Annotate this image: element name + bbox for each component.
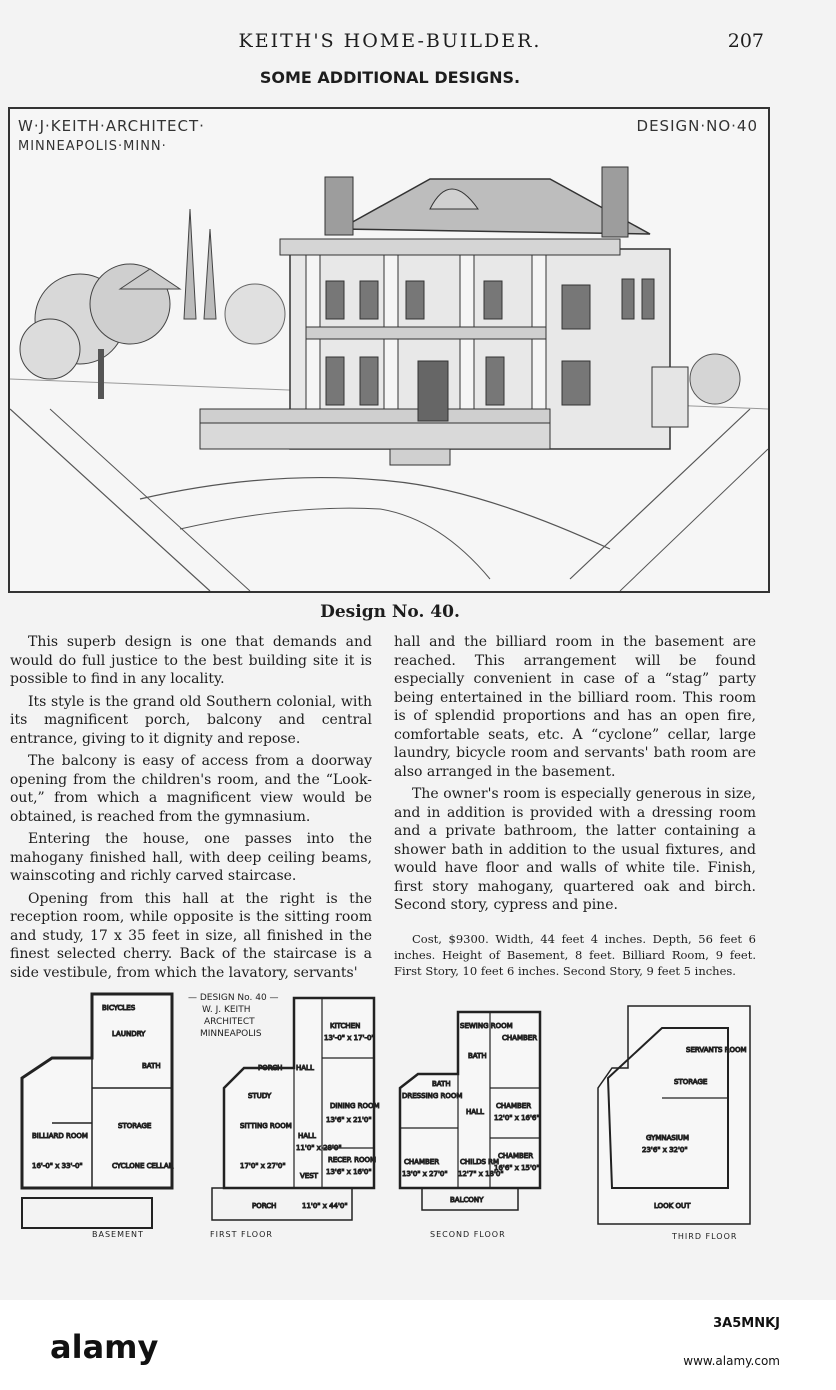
page-number: 207 — [727, 30, 764, 52]
second-floor-balcony: BALCONY — [450, 1196, 484, 1204]
third-floor-storage: STORAGE — [674, 1078, 708, 1086]
paragraph: This superb design is one that demands and would do full justice to the best building site it is possible to find in any locality. — [10, 634, 372, 687]
floor-plans — [12, 988, 772, 1248]
stamp-line-1: — DESIGN No. 40 — — [188, 993, 279, 1003]
first-floor-hall-size: 11'0" x 28'0" — [296, 1144, 342, 1152]
second-floor-front-chamber: CHAMBER — [498, 1152, 534, 1160]
architect-stamp — [188, 993, 279, 1039]
second-floor-dressing: DRESSING ROOM — [402, 1092, 463, 1100]
first-floor-kitchen-size: 13'-0" x 17'-0" — [324, 1034, 375, 1042]
first-floor-sitting-room: SITTING ROOM — [240, 1122, 292, 1130]
architect-city: MINNEAPOLIS·MINN· — [18, 139, 167, 154]
first-floor-label: FIRST FLOOR — [210, 1230, 273, 1239]
stock-url[interactable]: www.alamy.com — [683, 1354, 780, 1368]
basement-label: BASEMENT — [92, 1230, 144, 1239]
first-floor-hall: HALL — [298, 1132, 316, 1140]
second-floor-owner-size: 13'0" x 27'0" — [402, 1170, 448, 1178]
second-floor-childs-room: CHILDS RM — [460, 1158, 500, 1166]
third-floor-gymnasium: GYMNASIUM — [646, 1134, 690, 1142]
basement-room-bicycles: BICYCLES — [102, 1004, 136, 1012]
architect-name: W·J·KEITH·ARCHITECT· — [18, 117, 205, 135]
article-left-column — [10, 633, 372, 986]
second-floor-front-size: 16'6" x 15'0" — [494, 1164, 540, 1172]
second-floor-bath: BATH — [468, 1052, 487, 1060]
basement-room-cellar: CYCLONE CELLAR — [112, 1162, 174, 1170]
paragraph: hall and the billiard room in the basement are reached. This arrangement will be found especially convenient in case of a “stag” party being entertained in the billiard room. This room is of splendid proportions and has an open fire, comfortable seats, etc. A “cyclone” cellar, large laundry, bicycle room and servants' bath room are also arranged in the basement. — [394, 634, 756, 780]
basement-room-laundry: LAUNDRY — [112, 1030, 146, 1038]
basement-plan — [22, 994, 174, 1228]
first-floor-rear-hall: HALL — [296, 1064, 314, 1072]
second-floor-label: SECOND FLOOR — [430, 1230, 506, 1239]
second-floor-private-bath: BATH — [432, 1080, 451, 1088]
second-floor-childs-size: 12'7" x 18'0" — [458, 1170, 504, 1178]
first-floor-porch-size: 11'0" x 44'0" — [302, 1202, 348, 1210]
first-floor-porch: PORCH — [252, 1202, 277, 1210]
third-floor-plan — [598, 1006, 750, 1224]
design-title: Design No. 40. — [320, 602, 460, 622]
cost-details: Cost, $9300. Width, 44 feet 4 inches. Depth, 56 feet 6 inches. Height of Basement, 8 feet. Billiard Room, 9 feet. First Story, 10 feet 6 inches. Second Story, 9 feet 5 inches. — [394, 931, 756, 978]
second-floor-owner-chamber: CHAMBER — [404, 1158, 440, 1166]
alamy-logo: alamy — [50, 1328, 159, 1366]
first-floor-dining: DINING ROOM — [330, 1102, 380, 1110]
basement-room-billiard-size: 16'-0" x 33'-0" — [32, 1162, 83, 1170]
first-floor-reception: RECEP. ROOM — [328, 1156, 377, 1164]
house-illustration — [8, 107, 770, 593]
paragraph: The owner's room is especially generous in size, and in addition is provided with a dressing room and a private bathroom, the latter containing a shower bath in addition to the usual fixtures, and would have floor and walls of white tile. Finish, first story mahogany, quartered oak and birch. Second story, cypress and pine. — [394, 786, 756, 913]
first-floor-kitchen: KITCHEN — [330, 1022, 361, 1030]
second-floor-rear-chamber: CHAMBER — [502, 1034, 538, 1042]
image-id: 3A5MNKJ — [713, 1316, 780, 1331]
second-floor-chamber-a: CHAMBER — [496, 1102, 532, 1110]
third-floor-servants: SERVANTS ROOM — [686, 1046, 747, 1054]
second-floor-hall: HALL — [466, 1108, 484, 1116]
first-floor-reception-size: 13'6" x 16'0" — [326, 1168, 372, 1176]
stamp-line-2: W. J. KEITH — [202, 1005, 251, 1015]
paragraph: Entering the house, one passes into the mahogany finished hall, with deep ceiling beams, wainscoting and richly carved staircase. — [10, 831, 372, 884]
section-title: SOME ADDITIONAL DESIGNS. — [259, 68, 521, 87]
basement-room-billiard: BILLIARD ROOM — [32, 1132, 88, 1140]
basement-room-bath: BATH — [142, 1062, 161, 1070]
third-floor-lookout: LOOK OUT — [654, 1202, 691, 1210]
stock-footer — [0, 1300, 836, 1390]
paragraph: Its style is the grand old Southern colonial, with its magnificent porch, balcony and central entrance, giving to it dignity and repose. — [10, 693, 372, 747]
second-floor-plan — [400, 1012, 540, 1210]
design-tag: DESIGN·NO·40 — [636, 117, 758, 135]
paragraph: Opening from this hall at the right is the reception room, while opposite is the sitting room and study, 17 x 35 feet in size, all finished in the finest selected cherry. Back of the staircase is a side vestibule, from which the lavatory, servants' — [10, 890, 372, 981]
third-floor-label: THIRD FLOOR — [672, 1232, 738, 1241]
third-floor-gym-size: 23'6" x 32'0" — [642, 1146, 688, 1154]
first-floor-study: STUDY — [248, 1092, 272, 1100]
paragraph: The balcony is easy of access from a doorway opening from the children's room, and the “Look-out,” from which a magnificent view would be obtained, is reached from the gymnasium. — [10, 753, 372, 825]
first-floor-back-porch: PORCH — [258, 1064, 283, 1072]
first-floor-sitting-size: 17'0" x 27'0" — [240, 1162, 286, 1170]
running-header: KEITH'S HOME-BUILDER. — [238, 30, 542, 52]
house-drawing — [10, 109, 768, 591]
floor-plans-drawing — [12, 988, 772, 1248]
article-right-column — [394, 633, 756, 979]
first-floor-dining-size: 13'6" x 21'0" — [326, 1116, 372, 1124]
basement-room-storage: STORAGE — [118, 1122, 152, 1130]
first-floor-vestibule: VEST — [300, 1172, 318, 1180]
stamp-line-3: ARCHITECT — [204, 1017, 255, 1027]
second-floor-sewing: SEWING ROOM — [460, 1022, 513, 1030]
stamp-line-4: MINNEAPOLIS — [200, 1029, 262, 1039]
second-floor-chamber-a-size: 12'0" x 16'6" — [494, 1114, 540, 1122]
